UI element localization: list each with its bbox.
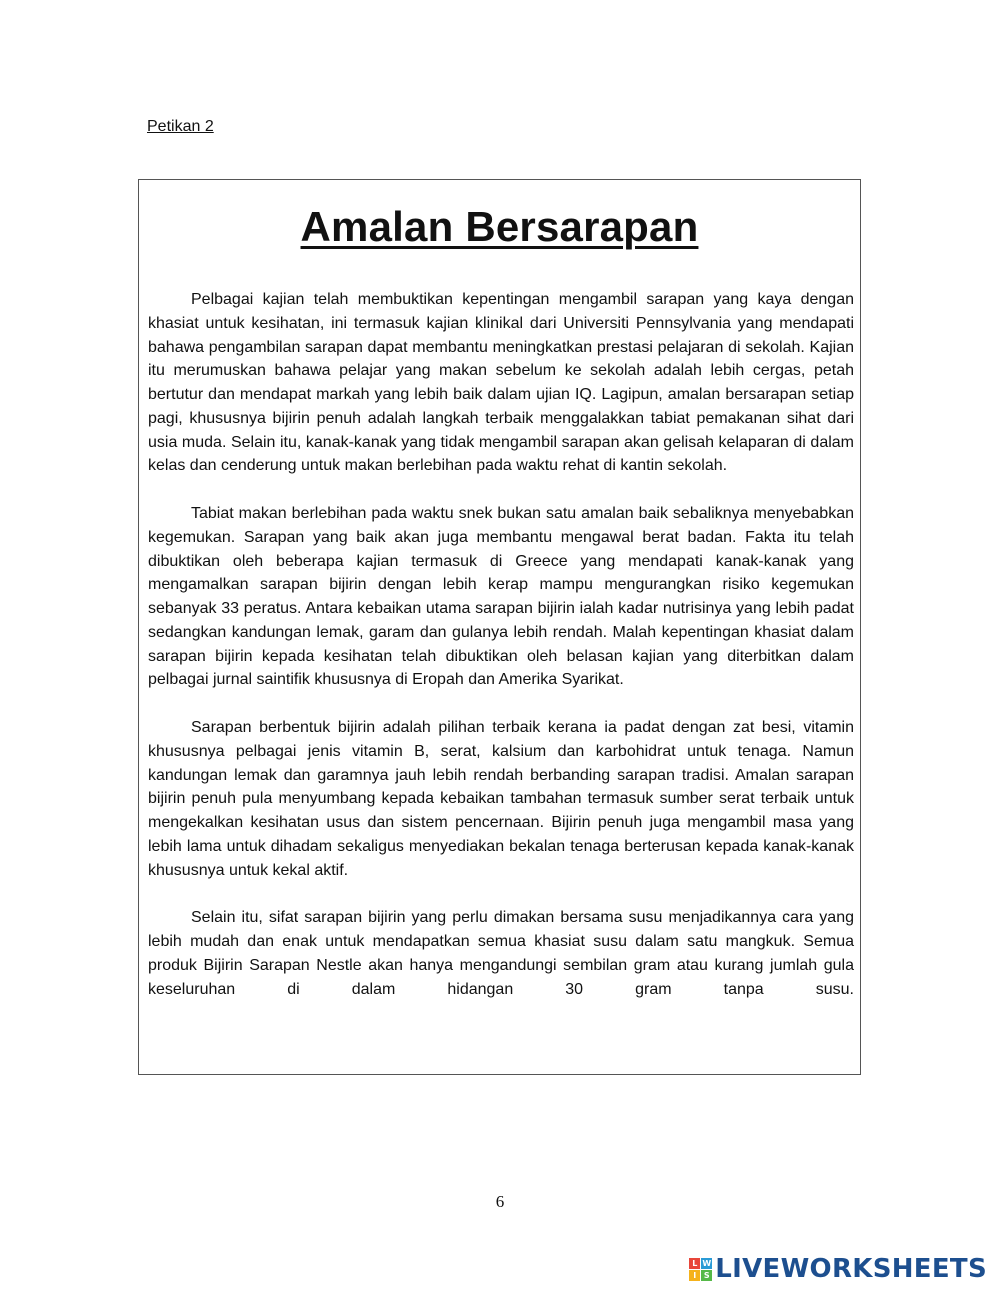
logo-cell-l: L <box>689 1258 700 1269</box>
article-paragraph-1: Pelbagai kajian telah membuktikan kepentingan mengambil sarapan yang kaya dengan khasiat untuk kesihatan, ini termasuk kajian klinikal dari Universiti Pennsylvania yang mendapati bahawa pengambilan sarapan dapat membantu meningkatkan prestasi pelajaran di sekolah. Kajian itu merumuskan bahawa pelajar yang makan sebelum ke sekolah adalah lebih cergas, petah bertutur dan mendapat markah yang lebih baik dalam ujian IQ. Lagipun, amalan bersarapan setiap pagi, khususnya bijirin penuh adalah langkah terbaik menggalakkan tabiat pemakanan sihat dari usia muda. Selain itu, kanak-kanak yang tidak mengambil sarapan akan gelisah kelaparan di dalam kelas dan cenderung untuk makan berlebihan pada waktu rehat di kantin sekolah. <box>148 291 854 475</box>
section-label: Petikan 2 <box>147 118 214 135</box>
article-paragraph-2: Tabiat makan berlebihan pada waktu snek bukan satu amalan baik sebaliknya menyebabkan kegemukan. Sarapan yang baik akan juga membantu mengawal berat badan. Fakta itu telah dibuktikan oleh beberapa kajian termasuk di Greece yang mendapati kanak-kanak yang mengamalkan sarapan bijirin dengan lebih kerap mampu mengurangkan risiko kegemukan sebanyak 33 peratus. Antara kebaikan utama sarapan bijirin ialah kadar nutrisinya yang lebih padat sedangkan kandungan lemak, garam dan gulanya lebih rendah. Malah kepentingan khasiat dalam sarapan bijirin kepada kesihatan telah dibuktikan oleh belasan kajian yang diterbitkan dalam pelbagai jurnal saintifik khususnya di Eropah dan Amerika Syarikat. <box>148 505 854 689</box>
article-paragraph-4: Selain itu, sifat sarapan bijirin yang perlu dimakan bersama susu menjadikannya cara yang lebih mudah dan enak untuk mendapatkan semua khasiat susu dalam satu mangkuk. Semua produk Bijirin Sarapan Nestle akan hanya mengandungi sembilan gram atau kurang jumlah gula keseluruhan di dalam hidangan 30 gram tanpa susu. <box>148 909 854 998</box>
brand-name: LIVEWORKSHEETS <box>715 1254 987 1284</box>
logo-cell-s: S <box>701 1270 712 1281</box>
logo-cell-i: I <box>689 1270 700 1281</box>
article-box <box>138 179 861 1075</box>
liveworksheets-logo-icon <box>689 1258 712 1281</box>
article-paragraph-3: Sarapan berbentuk bijirin adalah pilihan terbaik kerana ia padat dengan zat besi, vitamin khususnya pelbagai jenis vitamin B, serat, kalsium dan karbohidrat untuk tenaga. Namun kandungan lemak dan garamnya jauh lebih rendah berbanding sarapan tradisi. Amalan sarapan bijirin penuh pula menyumbang kepada kebaikan tambahan termasuk sumber serat terbaik untuk mengekalkan kesihatan usus dan sistem pencernaan. Bijirin penuh juga mengambil masa yang lebih lama untuk dihadam sekaligus menyediakan bekalan tenaga berterusan kepada kanak-kanak khususnya untuk kekal aktif. <box>148 719 854 879</box>
page-number: 6 <box>495 1192 505 1211</box>
article-title: Amalan Bersarapan <box>300 203 699 250</box>
liveworksheets-brand[interactable] <box>689 1252 987 1286</box>
article-body <box>148 288 854 1025</box>
logo-cell-w: W <box>702 1258 712 1268</box>
